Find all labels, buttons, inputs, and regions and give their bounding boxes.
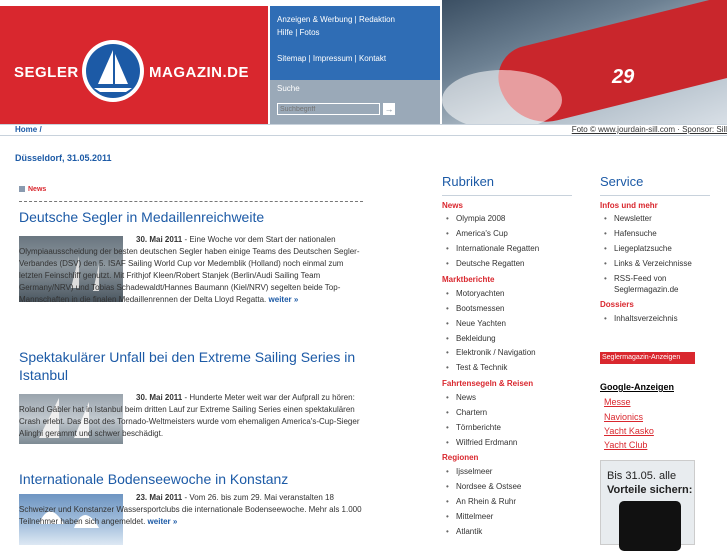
google-ad-link[interactable]: Navionics [604, 412, 644, 422]
google-ad-link[interactable]: Yacht Club [604, 440, 648, 450]
rubrik-item[interactable]: • News [456, 393, 476, 402]
section-label [19, 186, 46, 193]
article-text: - Eine Woche vor dem Start der nationalen Olympiaausscheidung der besten deutschen Segler haben einige Teams des Deutschen Segler-Verbandes (DSV) den 5. ISAF Sailing World Cup vor Medemblik (Holland) noch einmal zum letzten Feinschliff genutzt. Mit Frithjof Kleen/Robert Stanjek (Berlin/Audi Sailing Team Germany/NRV) und Tobias Schadewaldt/Hannes Baumann (Kiel/NRV) segelten beide Top-Mannschaften in die finalen Medaillenrennen der Delta Lloyd Regatta. [19, 235, 360, 304]
rubrik-item[interactable]: • Olympia 2008 [456, 214, 505, 223]
promo-text [607, 469, 692, 497]
square-icon [19, 186, 25, 192]
sail-icon [86, 44, 140, 98]
promo-banner[interactable] [600, 460, 695, 545]
article [19, 208, 363, 226]
article-text: - Vom 26. bis zum 29. Mai veranstalten 18 Schweizer und Konstanzer Wassersportclubs die internationale Bodenseewoche. Mehr als 1.000 Teilnehmer haben sich angemeldet. [19, 493, 362, 526]
rubrik-category[interactable]: News [442, 201, 463, 210]
rubrik-item[interactable]: • Bekleidung [456, 334, 496, 343]
service-category[interactable]: Dossiers [600, 300, 634, 309]
rubrik-category[interactable]: Fahrtensegeln & Reisen [442, 379, 534, 388]
divider [442, 195, 572, 196]
breadcrumb-home[interactable]: Home / [15, 125, 42, 134]
article-date: 30. Mai 2011 [136, 235, 183, 244]
google-ad-link[interactable]: Messe [604, 397, 631, 407]
article-date: 23. Mai 2011 [136, 493, 183, 502]
article-title[interactable]: Spektakulärer Unfall bei den Extreme Sailing Series in Istanbul [19, 349, 356, 383]
google-ad-link[interactable]: Yacht Kasko [604, 426, 654, 436]
article-title[interactable]: Internationale Bodenseewoche in Konstanz [19, 471, 289, 487]
rubrik-item[interactable]: • Chartern [456, 408, 487, 417]
boat-number: 29 [612, 66, 635, 88]
service-item[interactable]: • Inhaltsverzeichnis [614, 314, 678, 323]
phone-image [619, 501, 681, 551]
anzeigen-bar[interactable]: Seglermagazin-Anzeigen [600, 352, 695, 364]
divider [19, 201, 363, 202]
rubrik-category[interactable]: Regionen [442, 453, 479, 462]
photo-credit[interactable]: Foto © www.jourdain-sill.com · Sponsor: Sill [571, 125, 727, 134]
rubrik-item[interactable]: • Test & Technik [456, 363, 507, 372]
search-label: Suche [277, 84, 300, 93]
header-photo [442, 0, 727, 124]
rubrik-item[interactable]: • Internationale Regatten [456, 244, 539, 253]
promo-line-1: Bis 31.05. alle [607, 470, 677, 482]
service-category[interactable]: Infos und mehr [600, 201, 658, 210]
article-date: 30. Mai 2011 [136, 393, 183, 402]
page-date: Düsseldorf, 31.05.2011 [15, 153, 112, 163]
rubrik-item[interactable]: • America's Cup [456, 229, 508, 238]
site-logo[interactable] [0, 6, 268, 124]
nav-link-anzeigen-redaktion[interactable]: Anzeigen & Werbung | Redaktion [277, 15, 396, 24]
article-body [19, 492, 363, 528]
article-text: - Hunderte Meter weit war der Aufprall zu hören: Roland Gäbler hat in Istanbul beim dritten Lauf zur Extreme Sailing Series einen spektakulären Crash erlebt. Das Boot des Tornado-Weltmeisters wurde vom ehemaligen America's-Cup-Sieger Alinghi gerammt und schwer beschädigt. [19, 393, 360, 438]
service-item[interactable]: • Links & Verzeichnisse [614, 259, 692, 268]
rubrik-item[interactable]: • Nordsee & Ostsee [456, 482, 521, 491]
article [19, 348, 363, 384]
rubriken-title: Rubriken [442, 174, 495, 189]
rubrik-item[interactable]: • Wilfried Erdmann [456, 438, 517, 447]
search-submit-button[interactable]: → [384, 103, 394, 114]
rubrik-item[interactable]: • Ijsselmeer [456, 467, 492, 476]
rubrik-item[interactable]: • An Rhein & Ruhr [456, 497, 516, 506]
search-panel [270, 80, 440, 124]
article [19, 470, 363, 488]
search-input[interactable] [277, 103, 380, 115]
breadcrumb [0, 124, 727, 136]
service-item[interactable]: • RSS-Feed von [614, 274, 666, 283]
rubrik-item[interactable]: • Deutsche Regatten [456, 259, 525, 268]
rubrik-category[interactable]: Marktberichte [442, 275, 495, 284]
service-item[interactable]: • Liegeplatzsuche [614, 244, 672, 253]
service-item[interactable]: • Hafensuche [614, 229, 657, 238]
rubrik-item[interactable]: • Neue Yachten [456, 319, 506, 328]
google-ads-heading[interactable]: Google-Anzeigen [600, 382, 674, 392]
rubrik-item[interactable]: • Elektronik / Navigation [456, 348, 536, 357]
rubrik-item[interactable]: • Atlantik [456, 527, 482, 536]
header [0, 0, 727, 124]
read-more-link[interactable]: weiter » [147, 517, 178, 526]
nav-link-sitemap-impressum-kontakt[interactable]: Sitemap | Impressum | Kontakt [277, 54, 387, 63]
service-item-continuation[interactable]: Seglermagazin.de [614, 285, 679, 294]
section-label-text: News [28, 186, 47, 193]
rubrik-item[interactable]: • Bootsmessen [456, 304, 504, 313]
divider [600, 195, 710, 196]
logo-text-right: MAGAZIN.DE [149, 64, 249, 81]
top-nav [270, 6, 440, 80]
rubrik-item[interactable]: • Törnberichte [456, 423, 501, 432]
rubrik-item[interactable]: • Mittelmeer [456, 512, 493, 521]
service-item[interactable]: • Newsletter [614, 214, 652, 223]
logo-text-left: SEGLER [14, 64, 79, 81]
promo-line-2: Vorteile sichern: [607, 484, 693, 496]
service-title: Service [600, 174, 644, 189]
article-body [19, 234, 363, 306]
spray [442, 70, 562, 124]
read-more-link[interactable]: weiter » [268, 295, 299, 304]
rubrik-item[interactable]: • Motoryachten [456, 289, 504, 298]
article-body [19, 392, 363, 440]
nav-link-hilfe-fotos[interactable]: Hilfe | Fotos [277, 28, 320, 37]
article-title[interactable]: Deutsche Segler in Medaillenreichweite [19, 209, 265, 225]
